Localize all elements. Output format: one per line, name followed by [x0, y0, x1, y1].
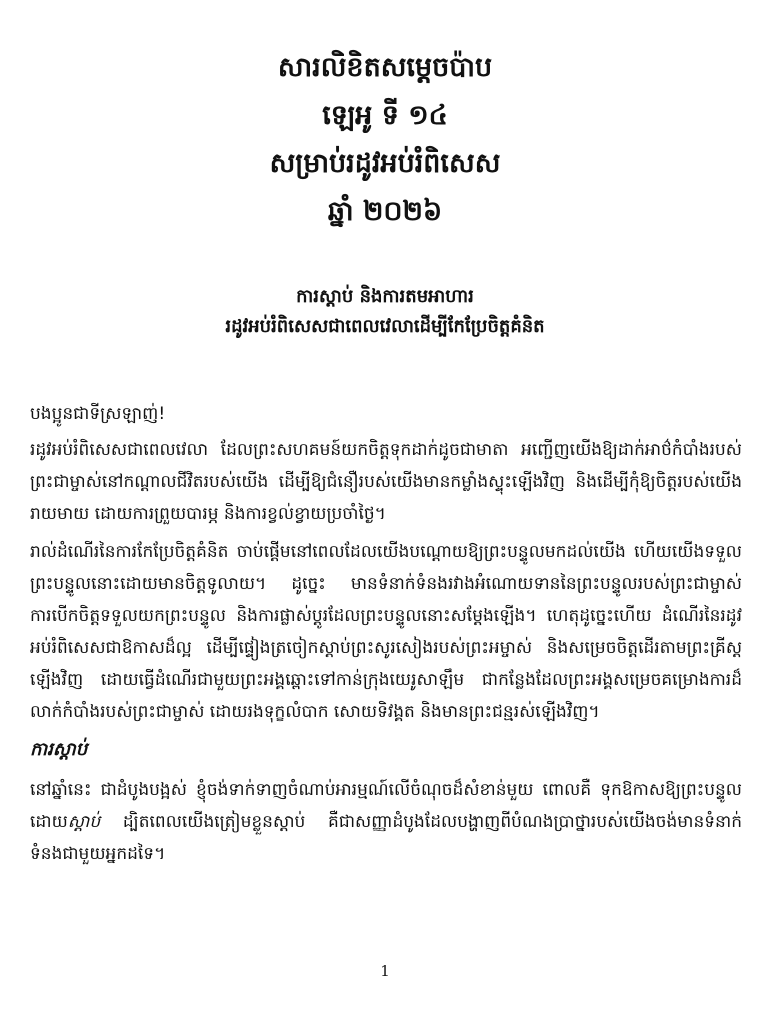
- document-body: [30, 398, 742, 876]
- page-number: 1: [380, 962, 390, 980]
- title-line-2: ឡេអូ ទី ១៤: [322, 100, 448, 131]
- paragraph-3-italic-word: ស្ដាប់: [67, 812, 101, 832]
- subtitle-line-1: ការស្ដាប់ និងការតមអាហារ: [296, 286, 474, 307]
- title-line-4: ឆ្នាំ ២០២៦: [327, 196, 443, 227]
- greeting: បងប្អូនជាទីស្រឡាញ់!: [30, 404, 166, 424]
- subtitle-line-2: រដូវអប់រំពិសេសជាពេលវេលាដើម្បីកែប្រែចិត្តគំនិត: [225, 316, 545, 337]
- paragraph-3: [30, 774, 742, 870]
- paragraph-3-text-after: ដ្បិតពេលយើងត្រៀមខ្លួនស្ដាប់ គឺជាសញ្ញាដំបូងដែលបង្ហាញពីបំណងប្រាថ្នារបស់យើងចង់មានទំនាក់ទំនងជាមួយអ្នកដទៃ។: [30, 812, 742, 864]
- paragraph-1: រដូវអប់រំពិសេសជាពេលវេលា ដែលព្រះសហគមន៍យកចិត្តទុកដាក់ដូចជាមាតា អញ្ជើញយើងឱ្យដាក់អាថ៌កំបាំងរបស់ព្រះជាម្ចាស់នៅកណ្ដាលជីវិតរបស់យើង ដើម្បីឱ្យជំនឿរបស់យើងមានកម្លាំងស្ទុះឡើងវិញ និងដើម្បីកុំឱ្យចិត្តរបស់យើងរាយមាយ ដោយការព្រួយបារម្ភ និងការខ្វល់ខ្វាយប្រចាំថ្ងៃ។: [30, 440, 742, 524]
- title-line-1: សារលិខិតសម្ដេចប៉ាប: [277, 52, 493, 83]
- document-title: [0, 44, 770, 236]
- title-line-3: សម្រាប់រដូវអប់រំពិសេស: [269, 148, 501, 179]
- section-heading-listening: ការស្ដាប់: [30, 739, 88, 760]
- document-subtitle: [0, 282, 770, 342]
- paragraph-3-text-before: នៅឆ្នាំនេះ ជាដំបូងបង្អស់ ខ្ញុំចង់ទាក់ទាញចំណាប់អារម្មណ៍លើចំណុចដ៏សំខាន់មួយ ពោលគឺ ទុកឱកាសឱ្យព្រះបន្ទូល ដោយ: [30, 780, 742, 832]
- paragraph-2: រាល់ដំណើរនៃការកែប្រែចិត្តគំនិត ចាប់ផ្ដើមនៅពេលដែលយើងបណ្ដោយឱ្យព្រះបន្ទូលមកដល់យើង ហើយយើងទទួលព្រះបន្ទូលនោះដោយមានចិត្តទូលាយ។ ដូច្នេះ មានទំនាក់ទំនងរវាងអំណោយទាននៃព្រះបន្ទូលរបស់ព្រះជាម្ចាស់ ការបើកចិត្តទទួលយកព្រះបន្ទូល និងការផ្លាស់ប្ដូរដែលព្រះបន្ទូលនោះសម្ដែងឡើង។ ហេតុដូច្នេះហើយ ដំណើរនៃរដូវអប់រំពិសេសជាឱកាសដ៏ល្អ ដើម្បីផ្ទៀងត្រចៀកស្ដាប់ព្រះសូរសៀងរបស់ព្រះអម្ចាស់ និងសម្រេចចិត្តដើរតាមព្រះគ្រីស្ដឡើងវិញ ដោយធ្វើដំណើរជាមួយព្រះអង្គឆ្ពោះទៅកាន់ក្រុងយេរូសាឡឹម ជាកន្លែងដែលព្រះអង្គសម្រេចគម្រោងការដ៏លាក់កំបាំងរបស់ព្រះជាម្ចាស់ ដោយរងទុក្ខលំបាក សោយទិវង្គត និងមានព្រះជន្មរស់ឡើងវិញ។: [30, 542, 742, 722]
